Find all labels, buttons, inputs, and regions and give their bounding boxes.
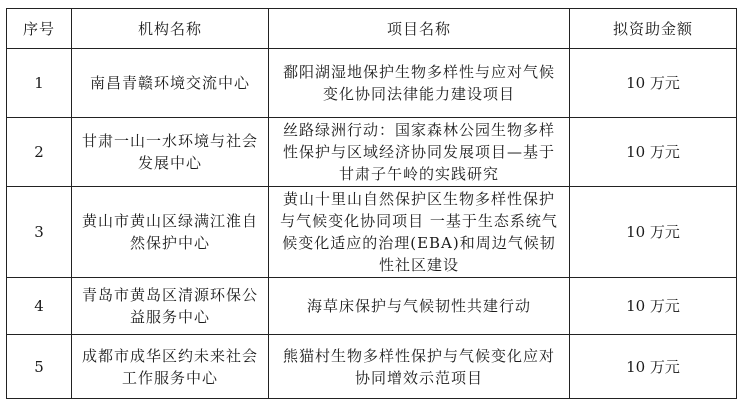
project-name: 鄱阳湖湿地保护生物多样性与应对气候变化协同法律能力建设项目 — [269, 49, 570, 118]
row-index: 4 — [7, 278, 72, 335]
project-name: 黄山十里山自然保护区生物多样性保护与气候变化协同项目 一基于生态系统气候变化适应的治理(EBA)和周边气候韧性社区建设 — [269, 187, 570, 278]
org-name: 黄山市黄山区绿满江淮自然保护中心 — [72, 187, 269, 278]
row-index: 1 — [7, 49, 72, 118]
grant-amount: 10 万元 — [570, 118, 737, 187]
table-row — [7, 187, 737, 278]
org-name: 成都市成华区约未来社会工作服务中心 — [72, 335, 269, 399]
header-grant-amount: 拟资助金额 — [570, 9, 737, 49]
org-name: 甘肃一山一水环境与社会发展中心 — [72, 118, 269, 187]
table-body — [7, 49, 737, 399]
project-name: 熊猫村生物多样性保护与气候变化应对协同增效示范项目 — [269, 335, 570, 399]
grant-amount: 10 万元 — [570, 335, 737, 399]
header-index: 序号 — [7, 9, 72, 49]
table-header — [7, 9, 737, 49]
project-name: 海草床保护与气候韧性共建行动 — [269, 278, 570, 335]
table-row — [7, 335, 737, 399]
header-project-name: 项目名称 — [269, 9, 570, 49]
grant-amount: 10 万元 — [570, 278, 737, 335]
grant-amount: 10 万元 — [570, 49, 737, 118]
project-name: 丝路绿洲行动：国家森林公园生物多样性保护与区域经济协同发展项目—基于甘肃子午岭的实践研究 — [269, 118, 570, 187]
table-row — [7, 49, 737, 118]
table-row — [7, 118, 737, 187]
grant-amount: 10 万元 — [570, 187, 737, 278]
row-index: 3 — [7, 187, 72, 278]
table-row — [7, 278, 737, 335]
row-index: 5 — [7, 335, 72, 399]
header-org-name: 机构名称 — [72, 9, 269, 49]
org-name: 南昌青赣环境交流中心 — [72, 49, 269, 118]
row-index: 2 — [7, 118, 72, 187]
grant-table — [6, 8, 737, 399]
org-name: 青岛市黄岛区清源环保公益服务中心 — [72, 278, 269, 335]
header-row — [7, 9, 737, 49]
